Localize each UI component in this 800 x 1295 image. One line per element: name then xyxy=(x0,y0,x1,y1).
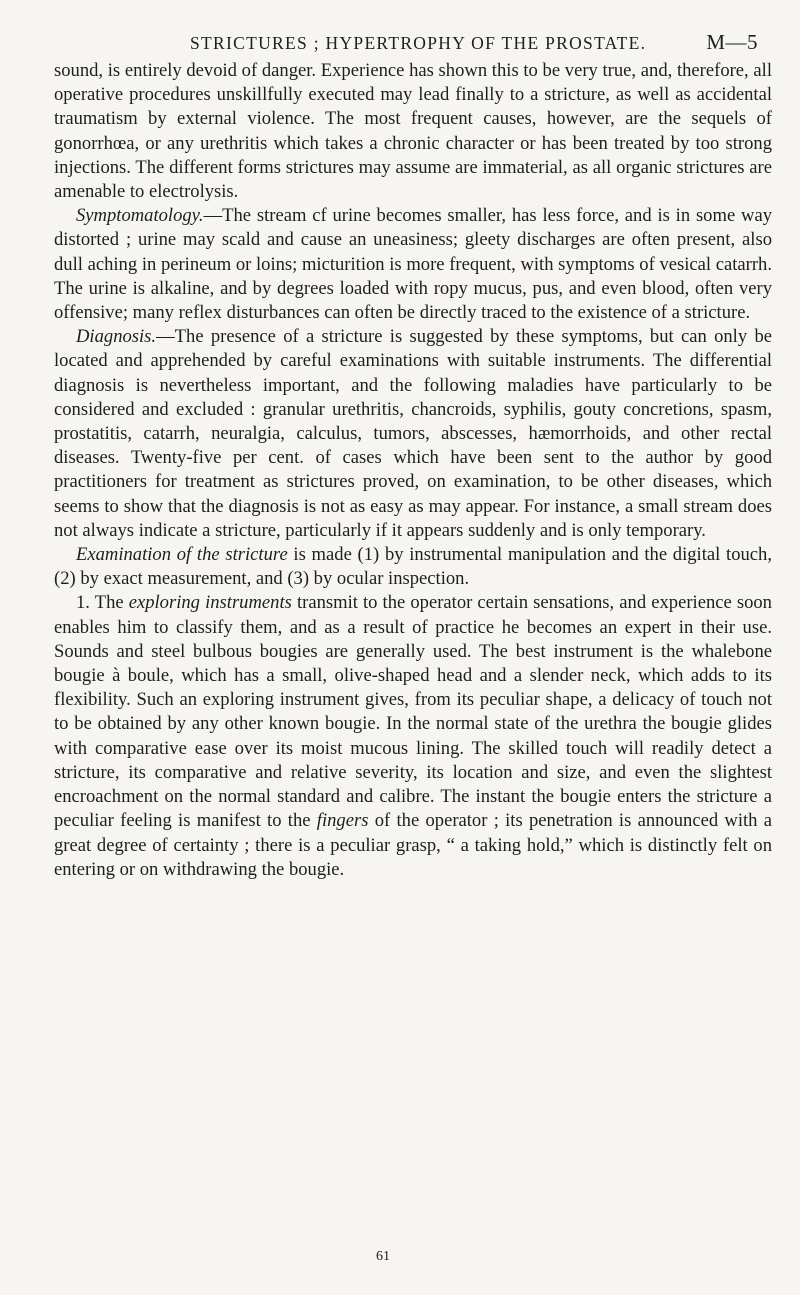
paragraph-exploring-instruments xyxy=(54,591,772,881)
paragraph-symptomatology xyxy=(54,204,772,325)
section-heading-examination: Examination of the stricture xyxy=(76,544,288,566)
emphasis-exploring-instruments: exploring instruments xyxy=(128,592,292,614)
running-header xyxy=(44,0,766,60)
section-heading-symptomatology: Symptomatology. xyxy=(76,205,204,227)
paragraph-text: —The stream cf urine becomes smaller, has less force, and is in some way distorted ; urine may scald and cause an uneasiness; gleety discharges are often present, also dull aching in perineum or loins; micturition is more frequent, with symptoms of vesical catarrh. The urine is alkaline, and by degrees loaded with ropy mucus, pus, and even blood, often very offensive; many reflex disturbances can often be directly traced to the existence of a stricture. xyxy=(54,205,772,324)
paragraph-text: transmit to the operator certain sensations, and experience soon enables him to classify them, and as a result of practice he becomes an expert in their use. Sounds and steel bulbous bougies are generally used. The best instrument is the whalebone bougie à boule, which has a small, olive-shaped head and a slender neck, which adds to its flexibility. Such an exploring instrument gives, from its peculiar shape, a delicacy of touch not to be obtained by any other known bougie. In the normal state of the urethra the bougie glides with comparative ease over its moist mucous lining. The skilled touch will readily detect a stricture, its comparative and relative severity, its location and size, and even the slightest encroachment on the normal standard and calibre. The instant the bougie enters the stricture a peculiar feeling is manifest to the xyxy=(54,592,772,832)
paragraph-continuation xyxy=(54,59,772,204)
paragraph-prefix: 1. The xyxy=(76,592,129,614)
paragraph-text: —The presence of a stricture is suggested by these symptoms, but can only be located and apprehended by careful examinations with suitable instruments. The differential diagnosis is nevertheless important, and the following maladies have particularly to be considered and excluded : granular urethritis, chancroids, syphilis, gouty concretions, spasm, prostatitis, catarrh, neuralgia, calculus, tumors, abscesses, hæmorrhoids, and other rectal diseases. Twenty-five per cent. of cases which have been sent to the author by good practitioners for treatment as strictures proved, on examination, to be other diseases, which seems to show that the diagnosis is not as easy as may appear. For instance, a small stream does not always indicate a stricture, particularly if it appears suddenly and is only temporary. xyxy=(54,326,772,541)
paragraph-examination xyxy=(54,543,772,591)
section-page-reference: M—5 xyxy=(706,30,758,54)
body-text xyxy=(54,59,772,882)
page-number: 61 xyxy=(376,1249,390,1264)
running-title: STRICTURES ; HYPERTROPHY OF THE PROSTATE. xyxy=(190,33,647,53)
section-heading-diagnosis: Diagnosis. xyxy=(76,326,157,348)
paragraph-text: sound, is entirely devoid of danger. Experience has shown this to be very true, and, therefore, all operative procedures unskillfully executed may lead finally to a stricture, as well as accidental traumatism by external violence. The most frequent causes, however, are the sequels of gonorrhœa, or any urethritis which takes a chronic character or has been treated by too strong injections. The different forms strictures may assume are immaterial, as all organic strictures are amenable to electrolysis. xyxy=(54,60,772,203)
paragraph-diagnosis xyxy=(54,325,772,543)
paragraph-text-end: of the operator ; its penetration is announced with a great degree of certainty ; there is a peculiar grasp, “ a taking hold,” which is distinctly felt on entering or on withdrawing the bougie. xyxy=(54,810,772,880)
paragraph-text: is made (1) by instrumental manipulation and the digital touch, (2) by exact measurement, and (3) by ocular inspection. xyxy=(54,544,772,590)
emphasis-fingers: fingers xyxy=(316,810,369,832)
book-page xyxy=(44,0,772,1295)
